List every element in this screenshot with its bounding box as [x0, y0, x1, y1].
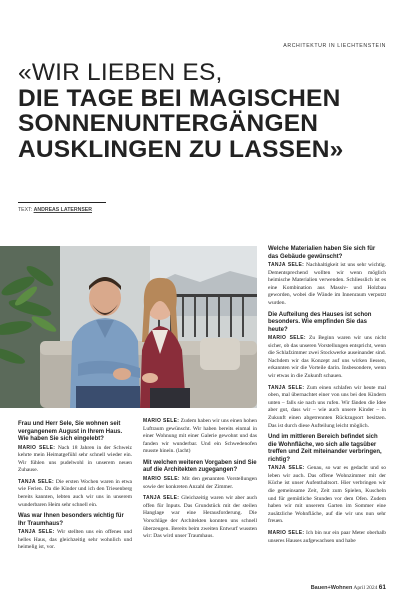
text-column-1 [18, 418, 132, 556]
speaker: MARIO SELE: [143, 418, 180, 424]
author-credit [18, 207, 92, 213]
speaker: TANJA SELE: [268, 465, 305, 472]
headline-line-1: «WIR LIEBEN ES, [18, 59, 223, 86]
credit-prefix: TEXT: [18, 207, 34, 213]
speaker: TANJA SELE: [268, 384, 305, 391]
speaker: TANJA SELE: [143, 495, 180, 502]
answer-paragraph [143, 418, 257, 456]
headline-line-3: SONNENUNTERGÄNGEN [18, 110, 319, 137]
answer-text: Zu Beginn waren wir uns nicht sicher, ob das unseren Vorstellungen entspricht, wenn die Schlafzimmer zwei Stockwerke auseinander sind. Nachdem wir das Konzept auf uns wirken liessen, erkannten wir die Vorteile darin. Insbesondere, wenn wir etwas in die Zukunft schauen. [268, 335, 386, 380]
answer-paragraph [268, 385, 386, 431]
text-column-3 [268, 246, 386, 549]
answer-paragraph [143, 476, 257, 491]
answer-text: Genau, so war es gedacht und so leben wir auch. Das offene Wohnzimmer mit der Küche ist unser Aufenthaltsort. Hier verbringen wir die gemeinsame Zeit, Zeit zum Spielen, Kuscheln und für gemütliche Stunden vor dem Ofen. Zudem haben wir mit unserem Garten im Sommer eine zusätzliche Wohnfläche, auf die wir uns nun sehr freuen. [268, 465, 386, 525]
speaker: MARIO SELE: [268, 335, 306, 342]
speaker: MARIO SELE: [143, 475, 180, 482]
answer-paragraph [18, 479, 132, 509]
question: Welche Materialien haben Sie sich für das Gebäude gewünscht? [268, 246, 376, 260]
answer-paragraph [18, 445, 132, 475]
answer-text: Mit den genannten Vorstellungen sowie der konkreten Anzahl der Zimmer. [143, 475, 257, 490]
question: Was war Ihnen besonders wichtig für Ihr Traumhaus? [18, 513, 124, 527]
text-column-2 [143, 418, 257, 545]
headline [18, 60, 390, 162]
credit-author: ANDREAS LATERNSER [33, 207, 92, 213]
headline-line-4: AUSKLINGEN ZU LASSEN» [18, 135, 344, 163]
page-footer [311, 584, 386, 591]
page-number: 61 [378, 584, 386, 591]
speaker: TANJA SELE: [18, 529, 55, 536]
answer-paragraph [268, 262, 386, 308]
speaker: MARIO SELE: [268, 529, 305, 536]
section-label: ARCHITEKTUR IN LIECHTENSTEIN [283, 43, 386, 49]
answer-text: Nachhaltigkeit ist uns sehr wichtig. Dementsprechend wollten wir wenn möglich heimische Materialien verwenden. Schliesslich ist es eine Kombination aus Massiv- und Holzbau geworden, wobei die Wände im Innenraum verputzt wurden. [268, 262, 387, 306]
speaker: TANJA SELE: [268, 262, 305, 268]
couple-photo-illustration [0, 246, 257, 408]
answer-paragraph [268, 465, 386, 526]
speaker: MARIO SELE: [18, 444, 56, 451]
speaker: TANJA SELE: [18, 478, 54, 485]
answer-text: Zum einen schlafen wir heute mal oben, mal übernachtet einer von uns bei den Kindern unten – falls sie nach uns rufen. Wir fänden die Idee aber gut, dass wir – wie auch unsere Kinder – in Zukunft einen abgetrennten Rückzugsort besitzen. Das ist durch diese Aufteilung leicht möglich. [268, 384, 386, 429]
answer-text: Ich bin nur ein paar Meter oberhalb unseres Hauses aufgewachsen und habe [268, 529, 386, 544]
answer-text: Wir stellten uns ein offenes und helles Haus, das gleichzeitig sehr wohnlich und heimelig ist, vor. [18, 529, 133, 551]
answer-text: Die ersten Wochen waren in etwa wie Ferien. Da die Kinder und ich den Triesenberg bereits kannten, lebten auch wir uns in unserem wunderbaren Heim sehr schnell ein. [18, 478, 132, 508]
answer-text: Nach 18 Jahren in der Schweiz kehrte mein Heimatgefühl sehr schnell wieder ein. Wir fühlen uns pudelwohl in unserem neuen Zuhause. [18, 444, 132, 474]
issue-date: April 2024 [353, 585, 378, 591]
answer-paragraph [268, 335, 386, 381]
magazine-name: Bauen+Wohnen [310, 585, 353, 591]
question: Und im mittleren Bereich befindet sich die Wohnfläche, wo sich alle tagsüber treffen und Zeit miteinander verbringen, richtig? [268, 434, 382, 463]
answer-paragraph [143, 495, 257, 541]
divider [18, 202, 106, 203]
question: Frau und Herr Sele, Sie wohnen seit vergangenem August in Ihrem Haus. Wie haben Sie sich eingelebt? [18, 421, 123, 442]
question: Mit welchen weiteren Vorgaben sind Sie auf die Architekten zugegangen? [143, 459, 257, 474]
answer-text: Zudem haben wir uns einen hohen Luftraum gewünscht. Wir haben bereits einmal in einer Wohnung mit einer Galerie gewohnt und das fanden wir wunderbar. Und ein Schwedenofen musste hinein. (lacht) [143, 418, 257, 455]
couple-photo [0, 246, 257, 408]
headline-line-2: DIE TAGE BEI MAGISCHEN [18, 84, 341, 112]
answer-paragraph [268, 530, 386, 545]
question: Die Aufteilung des Hauses ist schon besonders. Wie empfinden Sie das heute? [268, 311, 372, 333]
answer-paragraph [18, 529, 132, 552]
answer-text: Gleichzeitig waren wir aber auch offen für Inputs. Das Grundstück mit der steilen Hanglage war eine Herausforderung. Die Vorschläge der Architekten konnten uns schnell überzeugen. Bereits beim zweiten Entwurf wussten wir: Das wird unser Traumhaus. [143, 495, 258, 540]
